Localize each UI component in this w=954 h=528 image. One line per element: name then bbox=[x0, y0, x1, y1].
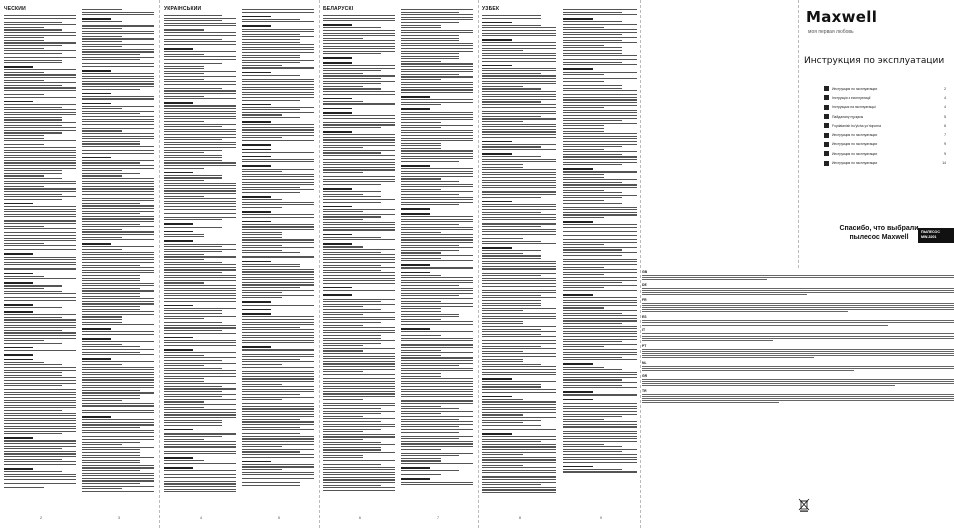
language-code: ES bbox=[642, 315, 647, 320]
toc-label: Инструкция по эксплуатации bbox=[832, 142, 878, 147]
fold-line bbox=[478, 0, 479, 528]
language-note bbox=[642, 328, 954, 340]
language-note bbox=[642, 283, 954, 295]
language-note bbox=[642, 374, 954, 386]
language-code: GB bbox=[642, 270, 648, 274]
toc-label: Инструкция по эксплуатации bbox=[832, 133, 878, 138]
column-4 bbox=[242, 6, 314, 522]
toc-row bbox=[824, 149, 946, 158]
language-code: GR bbox=[642, 373, 648, 378]
toc-label: Инструкция по эксплуатации bbox=[832, 151, 878, 156]
column-text bbox=[242, 9, 314, 486]
toc-page-number: 4 bbox=[944, 105, 946, 110]
toc-page-number: 9 bbox=[944, 142, 946, 147]
language-note bbox=[642, 344, 954, 358]
brand-logo: Maxwell bbox=[806, 8, 878, 26]
toc-page-number: 4 bbox=[944, 95, 946, 100]
fold-line bbox=[159, 0, 160, 528]
language-note bbox=[642, 298, 954, 312]
toc-row bbox=[824, 158, 946, 167]
column-text bbox=[401, 9, 473, 485]
toc-row bbox=[824, 121, 946, 130]
model-code: MW-3201 bbox=[921, 235, 937, 239]
toc-label: Інструкція з експлуатації bbox=[832, 95, 871, 100]
toc-row bbox=[824, 103, 946, 112]
toc-page-number: 9 bbox=[944, 151, 946, 156]
column-language: ЧЕСКИЙ bbox=[4, 6, 26, 12]
column-text bbox=[164, 15, 236, 492]
toc-bullet-icon bbox=[824, 95, 829, 100]
page-number: 9 bbox=[600, 516, 602, 520]
page-number: 4 bbox=[200, 516, 202, 520]
language-note bbox=[642, 389, 954, 403]
toc-label: Foydalanish bo'yicha yo'riqnoma bbox=[832, 123, 881, 128]
toc-label: Інструкцыя па эксплуатацыі bbox=[832, 105, 876, 110]
fold-line bbox=[798, 0, 799, 268]
column-2 bbox=[82, 6, 154, 522]
toc-row bbox=[824, 130, 946, 139]
language-code: NL bbox=[642, 360, 647, 365]
column-language: ЎЗБЕК bbox=[482, 6, 500, 12]
toc-label: Пайдалану нұсқасы bbox=[832, 114, 864, 119]
page-number: 8 bbox=[519, 516, 521, 520]
language-code: DE bbox=[642, 283, 647, 288]
language-note bbox=[642, 361, 954, 371]
toc-page-number: 6 bbox=[944, 123, 946, 128]
toc-bullet-icon bbox=[824, 86, 829, 91]
language-code: PT bbox=[642, 343, 647, 348]
fold-line bbox=[640, 0, 641, 528]
language-code: FR bbox=[642, 298, 647, 303]
toc-bullet-icon bbox=[824, 142, 829, 147]
toc-label: Инструкция по эксплуатации bbox=[832, 161, 878, 166]
model-badge bbox=[918, 228, 954, 243]
column-text bbox=[563, 9, 637, 473]
language-code: TR bbox=[642, 388, 647, 393]
toc-row bbox=[824, 112, 946, 121]
multilingual-notes bbox=[642, 270, 954, 500]
toc-bullet-icon bbox=[824, 161, 829, 166]
model-label: ПЫЛЕСОС bbox=[921, 230, 940, 234]
column-8 bbox=[563, 6, 637, 522]
column-language: УКРАЇНСЬКИЙ bbox=[164, 6, 202, 12]
table-of-contents bbox=[824, 84, 946, 168]
page-number: 2 bbox=[40, 516, 42, 520]
brand-tagline: моя первая любовь bbox=[808, 29, 854, 35]
toc-row bbox=[824, 84, 946, 93]
toc-row bbox=[824, 93, 946, 102]
toc-page-number: 14 bbox=[942, 161, 946, 166]
toc-page-number: 7 bbox=[944, 133, 946, 138]
language-note bbox=[642, 315, 954, 325]
toc-bullet-icon bbox=[824, 133, 829, 138]
crossed-bin-icon bbox=[798, 498, 810, 512]
thanks-line-1: Спасибо, что выбрали bbox=[839, 225, 919, 232]
thanks-line-2: пылесос Maxwell bbox=[849, 234, 909, 241]
column-text bbox=[4, 15, 76, 488]
language-note bbox=[642, 270, 954, 280]
column-3 bbox=[164, 6, 236, 522]
fold-line bbox=[319, 0, 320, 528]
toc-label: Инструкция по эксплуатации bbox=[832, 86, 878, 91]
toc-bullet-icon bbox=[824, 123, 829, 128]
cover-title: Инструкция по эксплуатации bbox=[804, 56, 945, 66]
toc-bullet-icon bbox=[824, 151, 829, 156]
column-text bbox=[82, 9, 154, 492]
toc-bullet-icon bbox=[824, 114, 829, 119]
toc-page-number: 5 bbox=[944, 114, 946, 119]
page-number: 7 bbox=[437, 516, 439, 520]
column-7 bbox=[482, 6, 556, 522]
column-1 bbox=[4, 6, 76, 522]
toc-row bbox=[824, 140, 946, 149]
column-6 bbox=[401, 6, 473, 522]
toc-page-number: 2 bbox=[944, 86, 946, 91]
language-code: IT bbox=[642, 328, 646, 333]
page-number: 6 bbox=[359, 516, 361, 520]
page-number: 5 bbox=[278, 516, 280, 520]
column-text bbox=[323, 15, 395, 491]
column-text bbox=[482, 15, 556, 493]
page-number: 3 bbox=[118, 516, 120, 520]
column-language: БЕЛАРУСКІ bbox=[323, 6, 354, 12]
column-5 bbox=[323, 6, 395, 522]
toc-bullet-icon bbox=[824, 105, 829, 110]
